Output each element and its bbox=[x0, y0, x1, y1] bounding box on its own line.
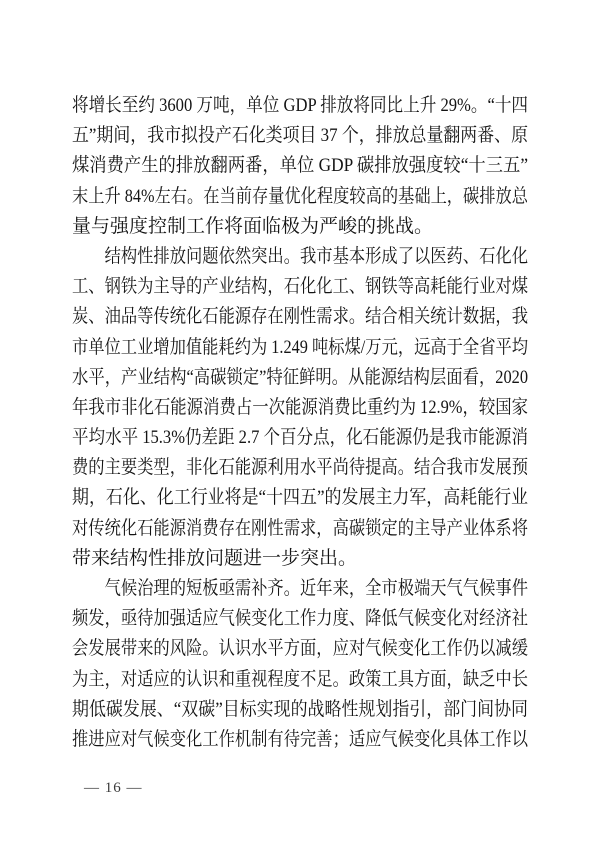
text-line-content: 煤消费产生的排放翻两番，单位 GDP 碳排放强度较“十三五” bbox=[72, 155, 528, 177]
paragraph-indent bbox=[72, 593, 105, 594]
text-line-content: 结构性排放问题依然突出。我市基本形成了以医药、石化化 bbox=[104, 245, 529, 267]
text-line-content: 量与强度控制工作将面临极为严峻的挑战。 bbox=[72, 215, 434, 237]
text-line-content: 为主，对适应的认识和重视程度不足。政策工具方面，缺乏中长 bbox=[72, 668, 528, 690]
paragraph bbox=[72, 574, 528, 755]
text-line bbox=[72, 634, 528, 664]
text-line bbox=[72, 514, 528, 544]
page-footer bbox=[84, 779, 143, 797]
text-line-content: 会发展带来的风险。认识水平方面，应对气候变化工作仍以减缓 bbox=[72, 638, 528, 660]
text-line-content: 频发，亟待加强适应气候变化工作力度、降低气候变化对经济社 bbox=[72, 608, 528, 630]
text-line-content: 期低碳发展、“双碳”目标实现的战略性规划指引，部门间协同 bbox=[72, 698, 528, 720]
text-line-content: 平均水平 15.3%仍差距 2.7 个百分点，化石能源仍是我市能源消 bbox=[72, 427, 528, 449]
text-line-content: 费的主要类型，非化石能源利用水平尚待提高。结合我市发展预 bbox=[72, 457, 528, 479]
text-line-content: 期，石化、化工行业将是“十四五”的发展主力军，高耗能行业 bbox=[72, 487, 528, 509]
text-line-content: 气候治理的短板亟需补齐。近年来，全市极端天气气候事件 bbox=[104, 578, 529, 599]
text-line bbox=[72, 212, 528, 242]
text-line-content: 推进应对气候变化工作机制有待完善；适应气候变化具体工作以 bbox=[72, 728, 528, 750]
paragraph bbox=[72, 91, 528, 242]
text-line bbox=[72, 363, 528, 393]
text-line bbox=[72, 544, 528, 574]
document-body bbox=[72, 91, 528, 755]
text-line-content: 末上升 84%左右。在当前存量优化程度较高的基础上，碳排放总 bbox=[72, 185, 528, 207]
text-line bbox=[72, 91, 528, 121]
text-line-content: 市单位工业增加值能耗约为 1.249 吨标煤/万元，远高于全省平均 bbox=[72, 336, 528, 358]
text-line bbox=[72, 242, 528, 272]
text-line-content: 五”期间，我市拟投产石化类项目 37 个，排放总量翻两番、原 bbox=[72, 125, 528, 147]
text-line bbox=[72, 182, 528, 212]
text-line bbox=[72, 423, 528, 453]
text-line-content: 对传统化石能源消费存在刚性需求，高碳锁定的主导产业体系将 bbox=[72, 517, 528, 539]
text-line bbox=[72, 333, 528, 363]
text-line bbox=[72, 453, 528, 483]
text-line-content: 年我市非化石能源消费占一次能源消费比重约为 12.9%，较国家 bbox=[72, 396, 528, 418]
text-line bbox=[72, 604, 528, 634]
text-line bbox=[72, 695, 528, 725]
text-line bbox=[72, 483, 528, 513]
paragraph-indent bbox=[72, 261, 105, 262]
text-line-content: 带来结构性排放问题进一步突出。 bbox=[72, 547, 358, 569]
text-line bbox=[72, 151, 528, 181]
text-line-content: 水平，产业结构“高碳锁定”特征鲜明。从能源结构层面看，2020 bbox=[72, 366, 528, 388]
paragraph bbox=[72, 242, 528, 574]
text-line-content: 将增长至约 3600 万吨，单位 GDP 排放将同比上升 29%。“十四 bbox=[72, 95, 528, 116]
text-line bbox=[72, 725, 528, 755]
text-line-content: 炭、油品等传统化石能源存在刚性需求。结合相关统计数据，我 bbox=[72, 306, 528, 328]
text-line bbox=[72, 302, 528, 332]
text-line bbox=[72, 121, 528, 151]
text-line bbox=[72, 574, 528, 604]
text-line bbox=[72, 665, 528, 695]
text-line-content: 工、钢铁为主导的产业结构，石化化工、钢铁等高耗能行业对煤 bbox=[72, 276, 528, 298]
text-line bbox=[72, 272, 528, 302]
text-line bbox=[72, 393, 528, 423]
page-number: — 16 — bbox=[84, 780, 143, 796]
